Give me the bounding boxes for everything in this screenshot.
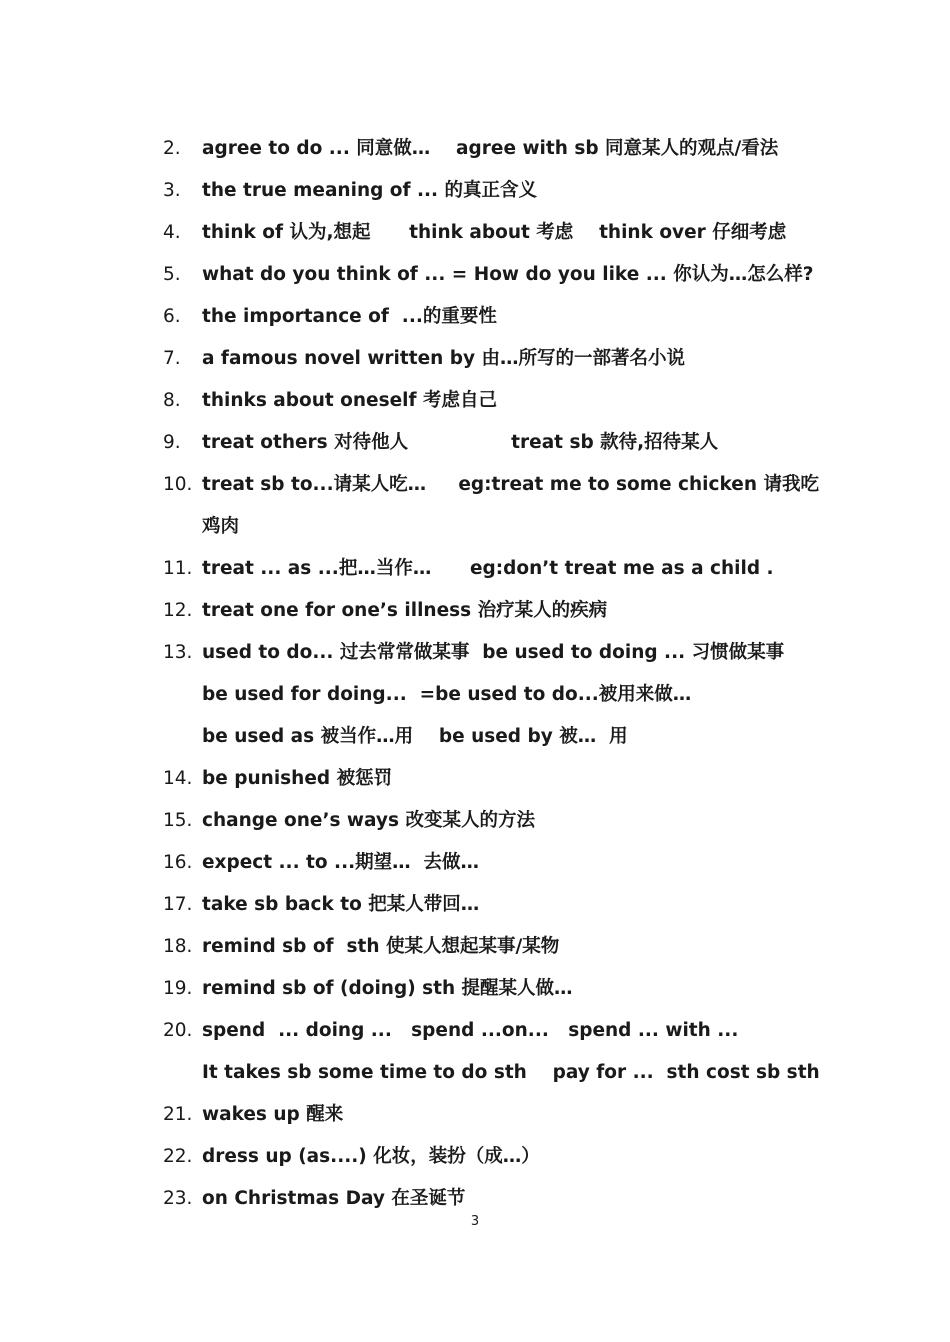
item-number: 17.: [163, 894, 193, 915]
list-item: [163, 1136, 803, 1178]
item-number: 15.: [163, 810, 193, 831]
item-text-line: wakes up 醒来: [202, 1104, 344, 1125]
item-number: 12.: [163, 600, 193, 621]
item-number: 19.: [163, 978, 193, 999]
item-text-line: the importance of ...的重要性: [202, 306, 497, 327]
page-number: 3: [470, 1214, 480, 1229]
item-text-line: thinks about oneself 考虑自己: [202, 390, 497, 411]
list-item: [163, 842, 803, 884]
item-number: 10.: [163, 474, 193, 495]
item-text-line: used to do... 过去常常做某事 be used to doing ... 习惯做某事: [202, 642, 785, 663]
item-text: [202, 170, 803, 212]
item-text-line: what do you think of ... = How do you like ... 你认为…怎么样?: [202, 264, 814, 285]
item-text-line: treat one for one’s illness 治疗某人的疾病: [202, 600, 608, 621]
list-item: [163, 338, 803, 380]
list-item: [163, 296, 803, 338]
item-number: 23.: [163, 1188, 193, 1209]
list-item: [163, 1010, 820, 1094]
item-text-line: 鸡肉: [202, 516, 240, 537]
list-item: [163, 380, 803, 422]
item-text-line: spend ... doing ... spend ...on... spend ... with ...: [202, 1020, 739, 1041]
item-text: [202, 884, 803, 926]
list-item: [163, 1094, 803, 1136]
item-text-line: treat ... as ...把…当作… eg:don’t treat me as a child .: [202, 558, 774, 579]
list-item: [163, 968, 803, 1010]
item-number: 3.: [163, 180, 181, 201]
item-number: 16.: [163, 852, 193, 873]
item-text-line: be punished 被惩罚: [202, 768, 393, 789]
item-text-line: It takes sb some time to do sth pay for ... sth cost sb sth: [202, 1062, 820, 1083]
item-number: 21.: [163, 1104, 193, 1125]
item-text: [202, 758, 803, 800]
item-number: 22.: [163, 1146, 193, 1167]
item-text-line: treat others 对待他人 treat sb 款待,招待某人: [202, 432, 719, 453]
item-text: [202, 1010, 820, 1094]
item-text-line: take sb back to 把某人带回…: [202, 894, 480, 915]
list-item: [163, 548, 803, 590]
item-text-line: change one’s ways 改变某人的方法: [202, 810, 535, 831]
item-text: [202, 1136, 803, 1178]
item-text: [202, 338, 803, 380]
item-number: 18.: [163, 936, 193, 957]
item-text: [202, 800, 803, 842]
item-text: [202, 254, 813, 296]
item-text: [202, 1094, 803, 1136]
item-text: [202, 212, 803, 254]
item-number: 20.: [163, 1020, 193, 1041]
list-item: [163, 632, 803, 758]
item-text-line: remind sb of (doing) sth 提醒某人做…: [202, 978, 573, 999]
item-text: [202, 632, 803, 758]
item-number: 7.: [163, 348, 181, 369]
item-number: 14.: [163, 768, 193, 789]
item-text: [202, 422, 803, 464]
list-item: [163, 926, 803, 968]
list-item: [163, 170, 803, 212]
item-text: [202, 548, 803, 590]
item-text-line: the true meaning of ... 的真正含义: [202, 180, 538, 201]
item-text-line: remind sb of sth 使某人想起某事/某物: [202, 936, 560, 957]
item-number: 6.: [163, 306, 181, 327]
item-text-line: be used as 被当作…用 be used by 被… 用: [202, 726, 628, 747]
item-text-line: agree to do ... 同意做… agree with sb 同意某人的观点/看法: [202, 138, 779, 159]
list-item: [163, 884, 803, 926]
item-text: [202, 296, 803, 338]
item-text: [202, 926, 803, 968]
list-item: [163, 212, 803, 254]
item-number: 4.: [163, 222, 181, 243]
item-text-line: dress up (as....) 化妆，装扮（成…）: [202, 1146, 540, 1167]
list-item: [163, 422, 803, 464]
item-text-line: think of 认为,想起 think about 考虑 think over 仔细考虑: [202, 222, 787, 243]
item-text: [202, 380, 803, 422]
item-text-line: on Christmas Day 在圣诞节: [202, 1188, 466, 1209]
item-number: 9.: [163, 432, 181, 453]
item-text-line: expect ... to ...期望… 去做…: [202, 852, 480, 873]
list-item: [163, 800, 803, 842]
list-item: [163, 590, 803, 632]
item-number: 8.: [163, 390, 181, 411]
item-number: 2.: [163, 138, 181, 159]
item-number: 5.: [163, 264, 181, 285]
list-item: [163, 464, 819, 548]
item-text: [202, 590, 803, 632]
list-item: [163, 758, 803, 800]
item-text-line: treat sb to...请某人吃… eg:treat me to some chicken 请我吃: [202, 474, 819, 495]
item-number: 13.: [163, 642, 193, 663]
vocabulary-list: [163, 128, 820, 1220]
item-text: [202, 128, 803, 170]
list-item: [163, 254, 814, 296]
list-item: [163, 128, 803, 170]
item-text-line: be used for doing... =be used to do...被用来做…: [202, 684, 692, 705]
item-text: [202, 464, 819, 548]
item-text: [202, 842, 803, 884]
item-text: [202, 968, 803, 1010]
item-number: 11.: [163, 558, 193, 579]
item-text-line: a famous novel written by 由…所写的一部著名小说: [202, 348, 685, 369]
